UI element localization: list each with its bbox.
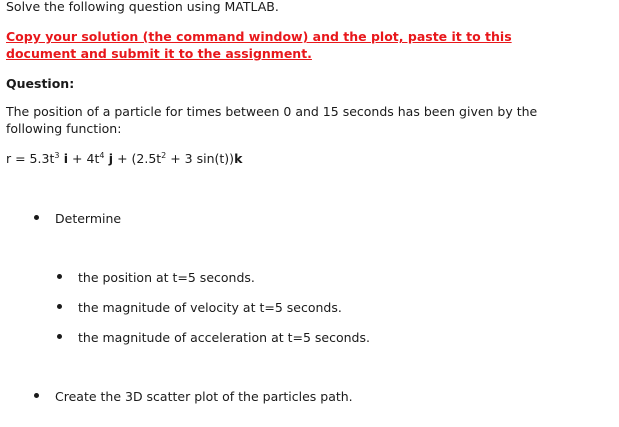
- sub-bullet-acceleration: the magnitude of acceleration at t=5 seconds.: [78, 330, 370, 345]
- question-heading: Question:: [6, 76, 75, 91]
- sub-bullet-dot: [57, 304, 62, 309]
- sub-bullet-velocity: the magnitude of velocity at t=5 seconds.: [78, 300, 342, 315]
- bullet-dot: [34, 393, 39, 398]
- formula-mid-2: + (2.5t: [113, 151, 162, 166]
- bullet-dot: [34, 215, 39, 220]
- formula-exponent-2: 4: [99, 150, 105, 160]
- formula-prefix: r = 5.3t: [6, 151, 55, 166]
- sub-bullet-position: the position at t=5 seconds.: [78, 270, 255, 285]
- formula-mid-1: + 4t: [68, 151, 100, 166]
- position-function: [6, 150, 242, 167]
- formula-mid-3: + 3 sin(t)): [166, 151, 235, 166]
- question-description: The position of a particle for times between 0 and 15 seconds has been given by the following function:: [6, 104, 538, 136]
- sub-bullet-dot: [57, 274, 62, 279]
- submission-instructions: Copy your solution (the command window) and the plot, paste it to this document and submit it to the assignment.: [6, 29, 512, 61]
- formula-exponent-1: 3: [54, 150, 60, 160]
- sub-bullet-dot: [57, 334, 62, 339]
- bullet-item-scatter-plot: Create the 3D scatter plot of the particles path.: [55, 389, 353, 404]
- bullet-item-determine: Determine: [55, 211, 122, 226]
- formula-unit-i: i: [59, 151, 69, 166]
- intro-text: Solve the following question using MATLAB.: [6, 0, 279, 14]
- formula-unit-j: j: [104, 151, 114, 166]
- formula-unit-k: k: [234, 151, 243, 166]
- formula-exponent-3: 2: [161, 150, 167, 160]
